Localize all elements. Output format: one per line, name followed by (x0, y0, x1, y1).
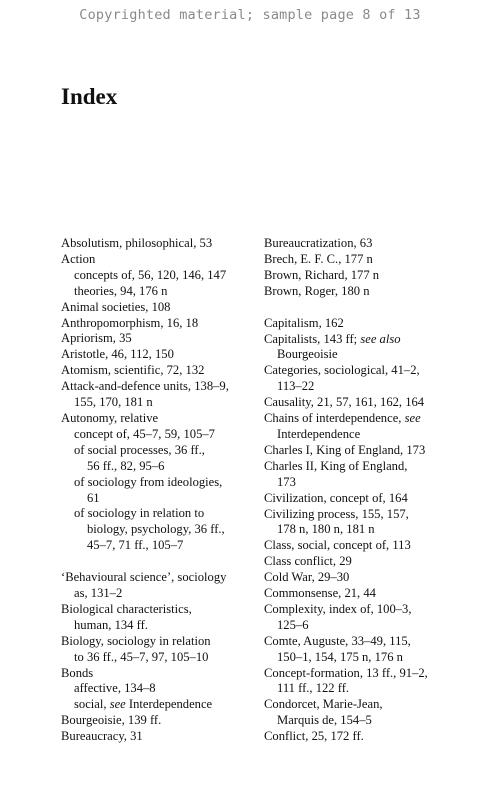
copyright-banner: Copyrighted material; sample page 8 of 13 (79, 7, 421, 23)
entry-text: Apriorism, 35 (61, 331, 132, 346)
entry-text: affective, 134–8 (74, 681, 156, 696)
entry-text: Charles I, King of England, 173 (264, 442, 426, 457)
entry-text: Atomism, scientific, 72, 132 (61, 363, 205, 378)
index-entry (264, 252, 479, 268)
entry-text: social, (74, 697, 110, 712)
entry-text: 125–6 (277, 617, 309, 632)
entry-text: Bonds (61, 665, 94, 680)
index-entry (264, 268, 479, 284)
entry-text: Condorcet, Marie-Jean, (264, 697, 383, 712)
entry-text: Biology, sociology in relation (61, 633, 211, 648)
index-entry (61, 363, 261, 379)
entry-text: Causality, 21, 57, 161, 162, 164 (264, 395, 425, 410)
index-entry (264, 332, 479, 364)
entry-text: 61 (87, 490, 100, 505)
index-subentry (61, 284, 261, 300)
entry-text: 178 n, 180 n, 181 n (277, 522, 375, 537)
index-entry (61, 634, 261, 666)
index-entry (61, 666, 261, 682)
entry-text: 173 (277, 474, 296, 489)
entry-text: Bourgeoisie, 139 ff. (61, 713, 162, 728)
index-entry (264, 363, 479, 395)
index-subentry (61, 443, 261, 475)
entry-text: concepts of, 56, 120, 146, 147 (74, 267, 227, 282)
entry-text: Bourgeoisie (277, 347, 338, 362)
index-subentry (61, 697, 261, 713)
entry-text: concept of, 45–7, 59, 105–7 (74, 426, 215, 441)
entry-text: Categories, sociological, 41–2, (264, 363, 420, 378)
index-entry (61, 379, 261, 411)
index-subentry (61, 268, 261, 284)
entry-text: Biological characteristics, (61, 601, 192, 616)
entry-text: Cold War, 29–30 (264, 570, 350, 585)
entry-text: Interdependence (277, 426, 361, 441)
index-entry (264, 236, 479, 252)
entry-text: Anthropomorphism, 16, 18 (61, 315, 199, 330)
entry-text: 111 ff., 122 ff. (277, 681, 350, 696)
index-entry (264, 697, 479, 729)
entry-text: Brown, Roger, 180 n (264, 283, 370, 298)
entry-text: 45–7, 71 ff., 105–7 (87, 538, 184, 553)
entry-text: to 36 ff., 45–7, 97, 105–10 (74, 649, 209, 664)
entry-text: 56 ff., 82, 95–6 (87, 458, 165, 473)
entry-text: Capitalism, 162 (264, 315, 344, 330)
entry-text: theories, 94, 176 n (74, 283, 168, 298)
section-gap (61, 554, 261, 570)
entry-text: Attack-and-defence units, 138–9, (61, 379, 229, 394)
index-entry (264, 602, 479, 634)
index-entry (264, 459, 479, 491)
index-subentry (61, 427, 261, 443)
page-title: Index (61, 84, 118, 109)
index-entry (264, 634, 479, 666)
entry-text: human, 134 ff. (74, 617, 148, 632)
index-entry (61, 300, 261, 316)
index-entry (264, 538, 479, 554)
entry-text: Interdependence (125, 697, 213, 712)
index-subentry (61, 681, 261, 697)
index-entry (264, 491, 479, 507)
index-entry (61, 236, 261, 252)
index-entry (61, 347, 261, 363)
index-entry (264, 554, 479, 570)
index-column-right (264, 236, 479, 745)
entry-text: of sociology from ideologies, (74, 474, 223, 489)
index-entry (264, 316, 479, 332)
index-entry (61, 602, 261, 634)
entry-text: Chains of interdependence, (264, 411, 405, 426)
index-entry (264, 570, 479, 586)
entry-text: Comte, Auguste, 33–49, 115, (264, 633, 411, 648)
entry-text: Animal societies, 108 (61, 299, 171, 314)
entry-text: Action (61, 251, 96, 266)
index-entry (61, 713, 261, 729)
index-entry (264, 395, 479, 411)
index-entry (61, 331, 261, 347)
index-subentry (61, 506, 261, 554)
entry-text: Commonsense, 21, 44 (264, 586, 376, 601)
index-entry (61, 252, 261, 268)
entry-text: ‘Behavioural science’, sociology (61, 570, 227, 585)
entry-text: Class, social, concept of, 113 (264, 538, 411, 553)
index-entry (264, 666, 479, 698)
entry-text: Civilizing process, 155, 157, (264, 506, 409, 521)
entry-text: Conflict, 25, 172 ff. (264, 729, 364, 744)
entry-text: biology, psychology, 36 ff., (87, 522, 225, 537)
see-reference: see (404, 411, 421, 426)
entry-text: 113–22 (277, 379, 315, 394)
entry-text: 150–1, 154, 175 n, 176 n (277, 649, 403, 664)
entry-text: 155, 170, 181 n (74, 395, 153, 410)
index-entry (264, 507, 479, 539)
see-reference: see also (360, 331, 401, 346)
index-entry (264, 586, 479, 602)
entry-text: Concept-formation, 13 ff., 91–2, (264, 665, 428, 680)
entry-text: Complexity, index of, 100–3, (264, 601, 412, 616)
entry-text: Brech, E. F. C., 177 n (264, 251, 373, 266)
entry-text: Aristotle, 46, 112, 150 (61, 347, 174, 362)
index-subentry (61, 475, 261, 507)
section-gap (264, 300, 479, 316)
entry-text: Absolutism, philosophical, 53 (61, 236, 213, 250)
entry-text: Class conflict, 29 (264, 554, 352, 569)
entry-text: Marquis de, 154–5 (277, 713, 372, 728)
index-entry (264, 284, 479, 300)
index-entry (61, 316, 261, 332)
index-entry (264, 729, 479, 745)
index-entry (61, 411, 261, 427)
entry-text: Charles II, King of England, (264, 458, 408, 473)
entry-text: Capitalists, 143 ff; (264, 331, 361, 346)
index-entry (61, 729, 261, 745)
index-entry (264, 411, 479, 443)
see-reference: see (109, 697, 126, 712)
entry-text: of social processes, 36 ff., (74, 442, 205, 457)
index-column-left (61, 236, 261, 745)
entry-text: Brown, Richard, 177 n (264, 267, 380, 282)
entry-text: Bureaucratization, 63 (264, 236, 373, 250)
entry-text: Civilization, concept of, 164 (264, 490, 408, 505)
entry-text: Bureaucracy, 31 (61, 729, 143, 744)
entry-text: of sociology in relation to (74, 506, 205, 521)
entry-text: Autonomy, relative (61, 410, 159, 425)
index-entry (61, 570, 261, 602)
entry-text: as, 131–2 (74, 586, 123, 601)
index-entry (264, 443, 479, 459)
